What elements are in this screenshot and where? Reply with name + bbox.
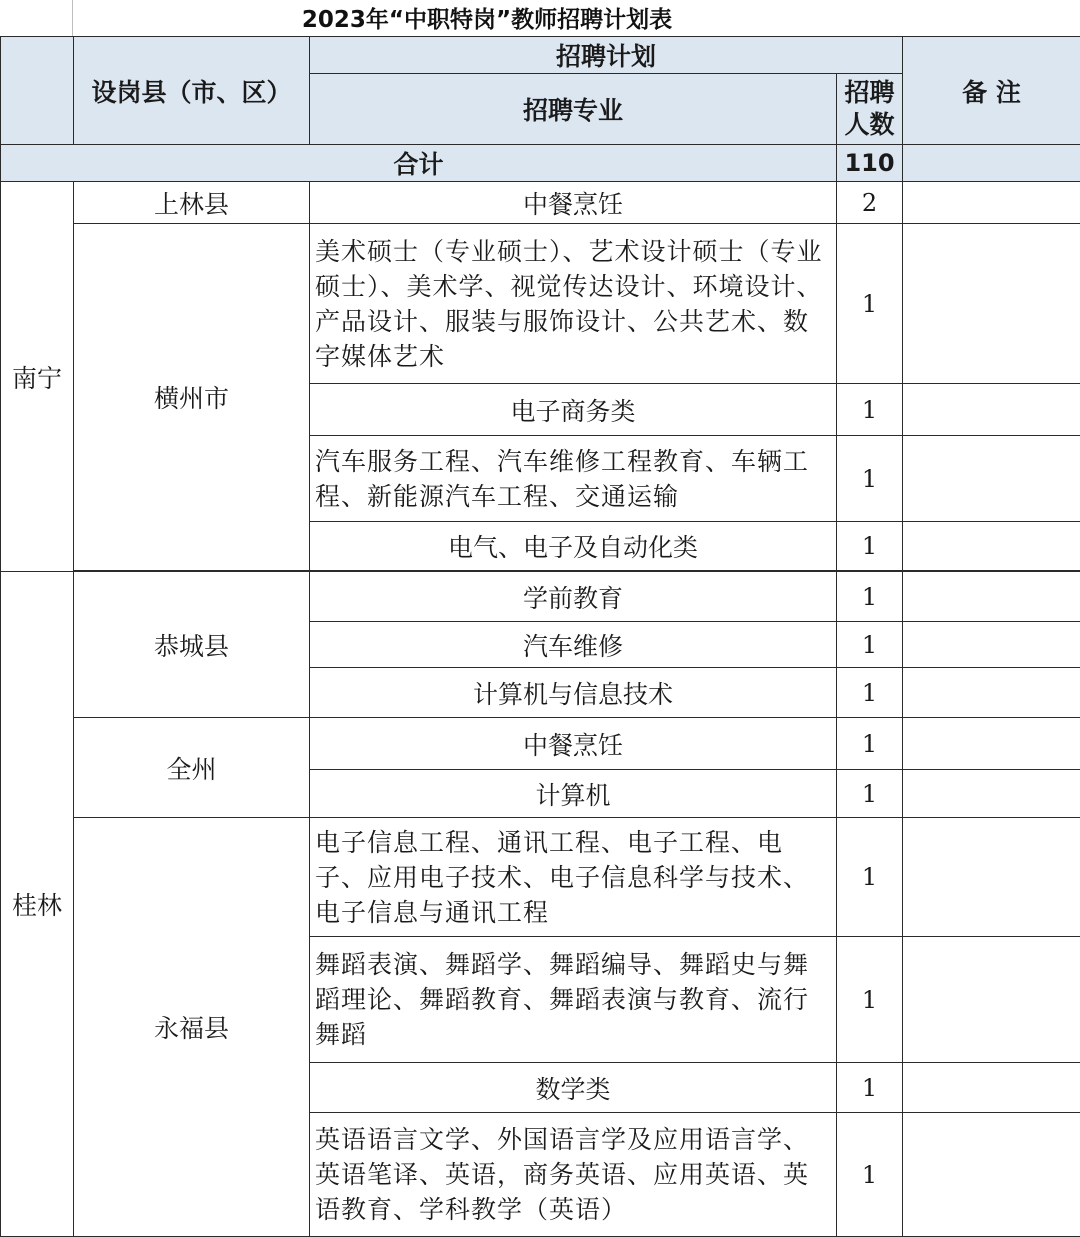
remark-cell <box>903 572 1080 622</box>
remark-cell <box>903 224 1080 384</box>
total-row <box>1 145 1080 182</box>
count-cell: 1 <box>837 572 903 622</box>
major-cell: 计算机 <box>310 770 837 818</box>
major-cell: 中餐烹饪 <box>310 718 837 770</box>
table-row <box>1 572 1080 622</box>
table-row <box>1 224 1080 384</box>
table-row <box>1 718 1080 770</box>
total-value: 110 <box>837 145 903 182</box>
header-remark: 备 注 <box>903 37 1080 145</box>
table-row <box>1 818 1080 937</box>
major-cell: 计算机与信息技术 <box>310 668 837 718</box>
header-blank-cell <box>1 37 74 145</box>
page-title: 2023年“中职特岗”教师招聘计划表 <box>73 0 901 36</box>
remark-cell <box>903 522 1080 571</box>
remark-cell <box>903 1063 1080 1113</box>
header-plan: 招聘计划 <box>310 37 903 74</box>
header-county: 设岗县（市、区） <box>74 37 310 145</box>
remark-cell <box>903 384 1080 436</box>
major-cell: 电子商务类 <box>310 384 837 436</box>
major-cell: 学前教育 <box>310 572 837 622</box>
total-label: 合计 <box>1 145 837 182</box>
remark-cell <box>903 668 1080 718</box>
remark-cell <box>903 770 1080 818</box>
county-cell: 恭城县 <box>74 572 310 718</box>
county-cell: 全州 <box>74 718 310 818</box>
count-cell: 1 <box>837 770 903 818</box>
major-cell: 电子信息工程、通讯工程、电子工程、电子、应用电子技术、电子信息科学与技术、电子信息与通讯工程 <box>310 818 837 937</box>
major-cell: 中餐烹饪 <box>310 182 837 224</box>
total-remark <box>903 145 1080 182</box>
major-cell: 电气、电子及自动化类 <box>310 522 837 571</box>
region-cell: 桂林 <box>1 572 74 1237</box>
major-cell: 汽车服务工程、汽车维修工程教育、车辆工程、新能源汽车工程、交通运输 <box>310 436 837 522</box>
remark-cell <box>903 622 1080 668</box>
remark-cell <box>903 937 1080 1063</box>
major-cell: 汽车维修 <box>310 622 837 668</box>
count-cell: 1 <box>837 436 903 522</box>
remark-cell <box>903 1113 1080 1237</box>
region-cell: 南宁 <box>1 182 74 572</box>
remark-cell <box>903 818 1080 937</box>
count-cell: 1 <box>837 622 903 668</box>
county-cell: 永福县 <box>74 818 310 1237</box>
count-cell: 1 <box>837 1063 903 1113</box>
count-cell: 1 <box>837 718 903 770</box>
count-cell: 1 <box>837 818 903 937</box>
remark-cell <box>903 718 1080 770</box>
count-cell: 1 <box>837 224 903 384</box>
major-cell: 舞蹈表演、舞蹈学、舞蹈编导、舞蹈史与舞蹈理论、舞蹈教育、舞蹈表演与教育、流行舞蹈 <box>310 937 837 1063</box>
major-cell: 数学类 <box>310 1063 837 1113</box>
recruitment-table <box>0 36 1080 1237</box>
major-cell: 英语语言文学、外国语言学及应用语言学、英语笔译、英语，商务英语、应用英语、英语教育、学科教学（英语） <box>310 1113 837 1237</box>
count-cell: 2 <box>837 182 903 224</box>
count-cell: 1 <box>837 1113 903 1237</box>
remark-cell <box>903 182 1080 224</box>
count-cell: 1 <box>837 668 903 718</box>
count-cell: 1 <box>837 384 903 436</box>
header-row-1 <box>1 37 1080 74</box>
major-cell: 美术硕士（专业硕士）、艺术设计硕士（专业硕士）、美术学、视觉传达设计、环境设计、产品设计、服装与服饰设计、公共艺术、数字媒体艺术 <box>310 224 837 384</box>
count-cell: 1 <box>837 522 903 571</box>
header-major: 招聘专业 <box>310 74 837 145</box>
remark-cell <box>903 436 1080 522</box>
table-row <box>1 182 1080 224</box>
count-cell: 1 <box>837 937 903 1063</box>
county-cell: 横州市 <box>74 224 310 571</box>
header-count: 招聘人数 <box>837 74 903 145</box>
county-cell: 上林县 <box>74 182 310 224</box>
